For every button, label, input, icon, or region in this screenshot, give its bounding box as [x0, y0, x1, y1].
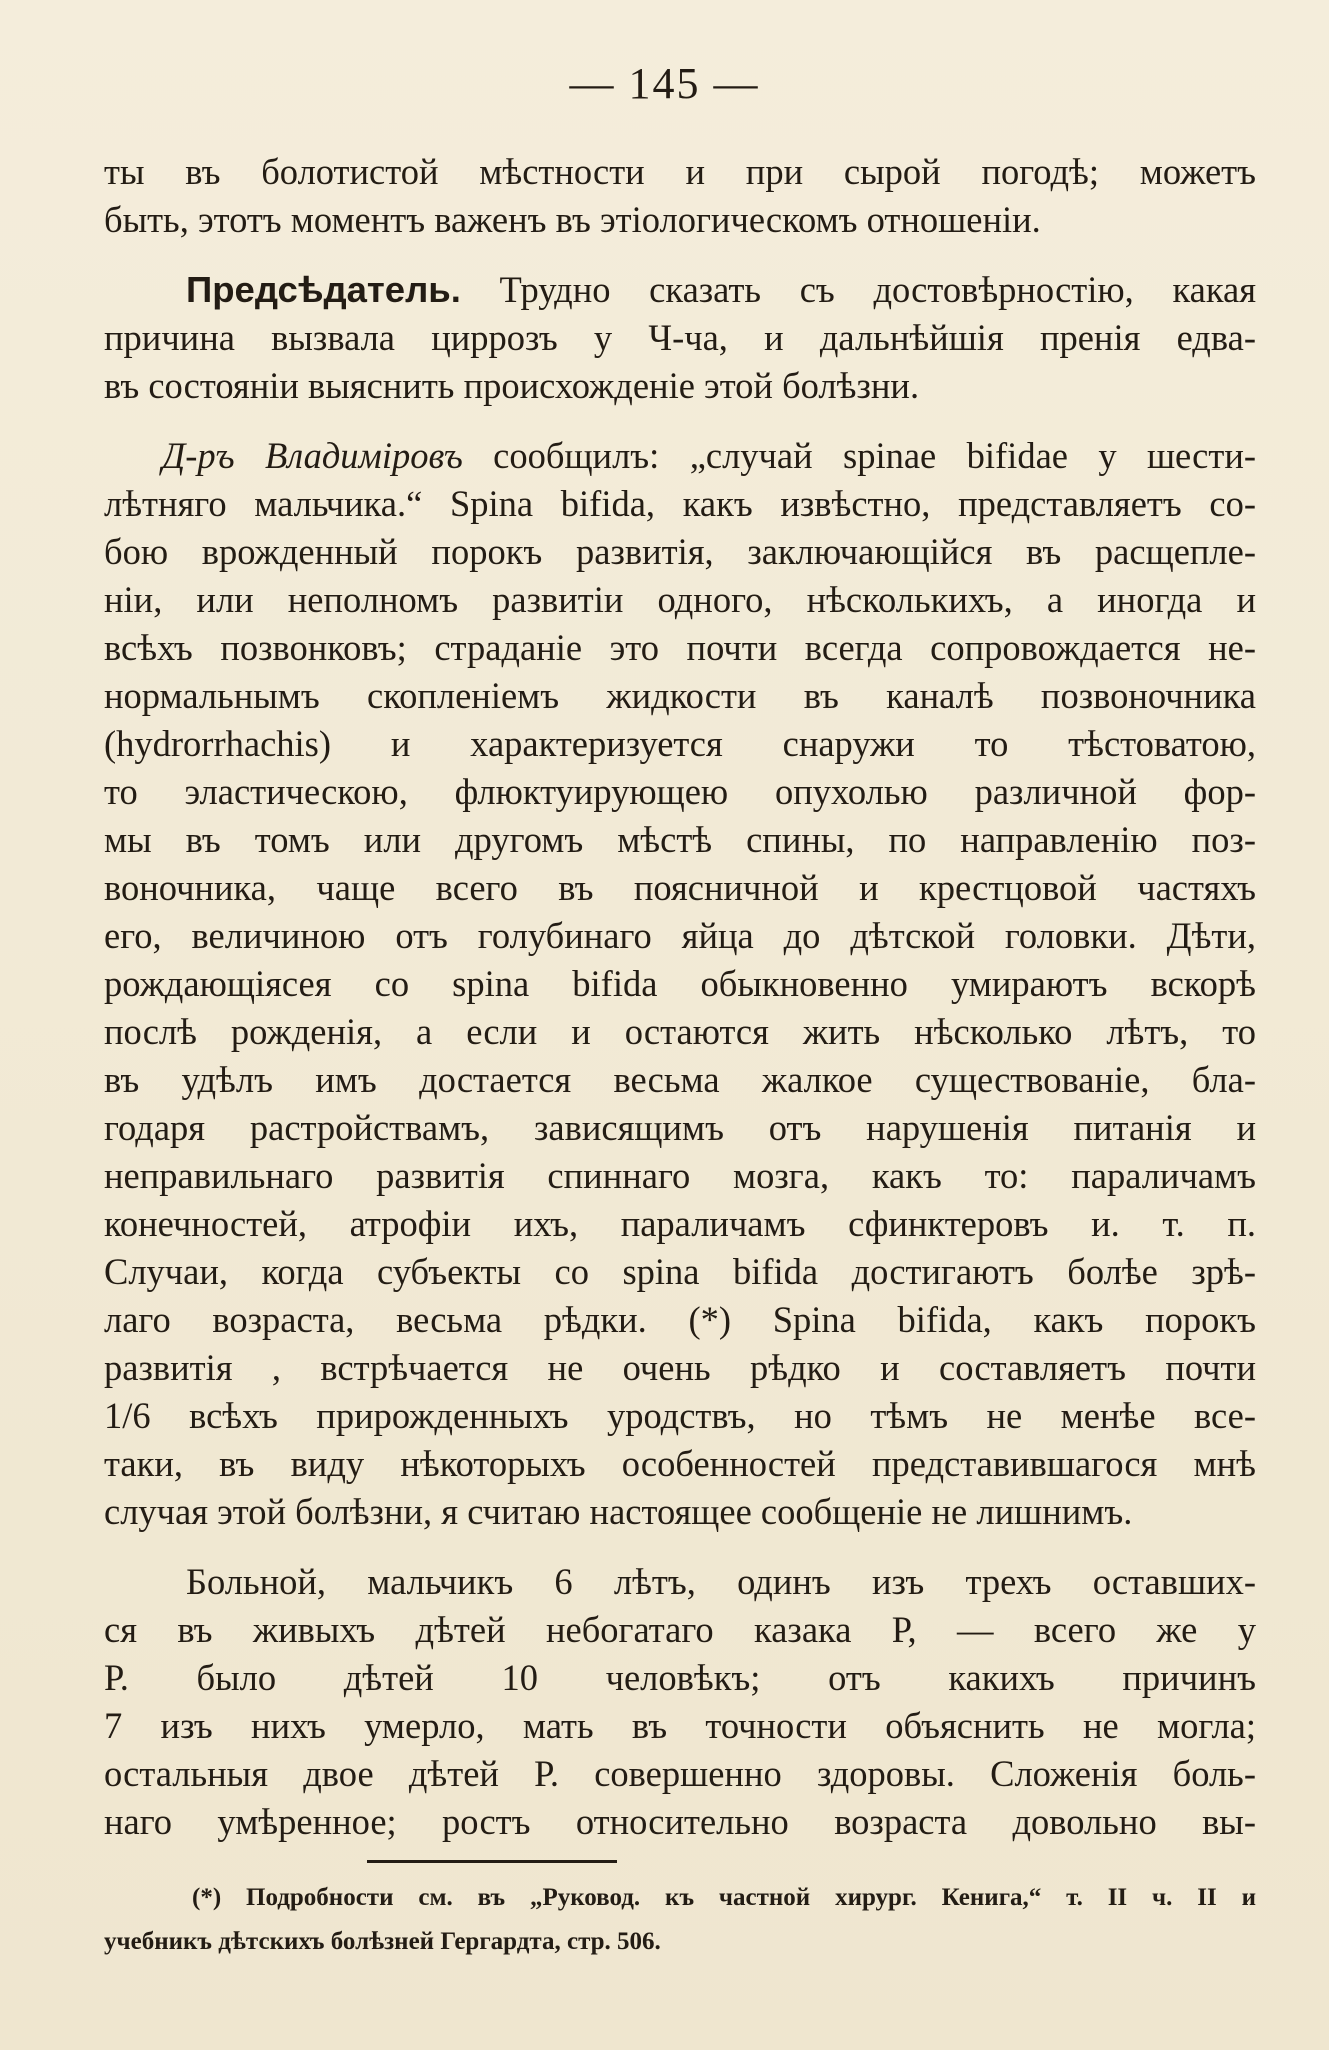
footnote-line: (*) Подробности см. въ „Руковод. къ частной хирург. Кенига,“ т. II ч. II и [192, 1884, 1256, 1911]
paragraph-gap [104, 1536, 1256, 1558]
text-line: въ удѣлъ имъ достается весьма жалкое существованіе, бла- [104, 1059, 1256, 1100]
paragraph-gap [104, 244, 1256, 266]
chairman-line: Предсѣдатель. Трудно сказать съ достовѣрностію, какая [186, 269, 1256, 310]
text-line: лаго возраста, весьма рѣдки. (*) Spina bifida, какъ порокъ [104, 1299, 1256, 1340]
text-line: лѣтняго мальчика.“ Spina bifida, какъ извѣстно, представляетъ со- [104, 483, 1256, 524]
text-line: воночника, чаще всего въ поясничной и крестцовой частяхъ [104, 867, 1256, 908]
text-line: его, величиною отъ голубинаго яйца до дѣтской головки. Дѣти, [104, 915, 1256, 956]
text-line: ніи, или неполномъ развитіи одного, нѣсколькихъ, а иногда и [104, 579, 1256, 620]
footnote-divider [367, 1860, 617, 1863]
speaker-label: Предсѣдатель. [186, 269, 461, 310]
page-number: — 145 — [569, 59, 760, 108]
text-line: наго умѣренное; ростъ относительно возраста довольно вы- [104, 1801, 1256, 1842]
text-line: быть, этотъ моментъ важенъ въ этіологическомъ отношеніи. [104, 199, 1041, 240]
footnote [104, 1876, 1256, 1964]
text-line: неправильнаго развитія спиннаго мозга, какъ то: параличамъ [104, 1155, 1256, 1196]
text-line: Р. было дѣтей 10 человѣкъ; отъ какихъ причинъ [104, 1657, 1256, 1698]
text-line: причина вызвала циррозъ у Ч-ча, и дальнѣйшія пренія едва- [104, 317, 1256, 358]
text-line: бою врожденный порокъ развитія, заключающійся въ расщепле- [104, 531, 1256, 572]
speaker-label: Д-ръ Владиміровъ [162, 435, 463, 476]
footnote-line: учебникъ дѣтскихъ болѣзней Гергардта, стр. 506. [104, 1928, 661, 1955]
text-line: Случаи, когда субъекты со spina bifida достигаютъ болѣе зрѣ- [104, 1251, 1256, 1292]
main-text [104, 148, 1256, 1846]
text-line: Больной, мальчикъ 6 лѣтъ, одинъ изъ трехъ оставших- [186, 1561, 1256, 1602]
text-line: случая этой болѣзни, я считаю настоящее сообщеніе не лишнимъ. [104, 1491, 1133, 1532]
text-line: то эластическою, флюктуирующею опухолью различной фор- [104, 771, 1256, 812]
text-line: нормальнымъ скопленіемъ жидкости въ каналѣ позвоночника [104, 675, 1256, 716]
text-line: годаря растройствамъ, зависящимъ отъ нарушенія питанія и [104, 1107, 1256, 1148]
text-line: рождающіясея со spina bifida обыкновенно умираютъ вскорѣ [104, 963, 1256, 1004]
text-line: въ состояніи выяснить происхожденіе этой болѣзни. [104, 365, 920, 406]
text-line: развитія , встрѣчается не очень рѣдко и составляетъ почти [104, 1347, 1256, 1388]
text-line: ся въ живыхъ дѣтей небогатаго казака Р, — всего же у [104, 1609, 1256, 1650]
text-line: послѣ рожденія, а если и остаются жить нѣсколько лѣтъ, то [104, 1011, 1256, 1052]
text-line: мы въ томъ или другомъ мѣстѣ спины, по направленію поз- [104, 819, 1256, 860]
doctor-line: Д-ръ Владиміровъ сообщилъ: „случай spinae bifidae у шести- [162, 435, 1256, 476]
text-line: 1/6 всѣхъ прирожденныхъ уродствъ, но тѣмъ не менѣе все- [104, 1395, 1256, 1436]
text-line: конечностей, атрофіи ихъ, параличамъ сфинктеровъ и. т. п. [104, 1203, 1256, 1244]
text-line: всѣхъ позвонковъ; страданіе это почти всегда сопровождается не- [104, 627, 1256, 668]
text-line: таки, въ виду нѣкоторыхъ особенностей представившагося мнѣ [104, 1443, 1256, 1484]
text-line: ты въ болотистой мѣстности и при сырой погодѣ; можетъ [104, 151, 1256, 192]
text-line: (hydrorrhachis) и характеризуется снаружи то тѣстоватою, [104, 723, 1256, 764]
paragraph-gap [104, 410, 1256, 432]
text-line: остальныя двое дѣтей Р. совершенно здоровы. Сложенія боль- [104, 1753, 1256, 1794]
text-line: 7 изъ нихъ умерло, мать въ точности объяснить не могла; [104, 1705, 1256, 1746]
